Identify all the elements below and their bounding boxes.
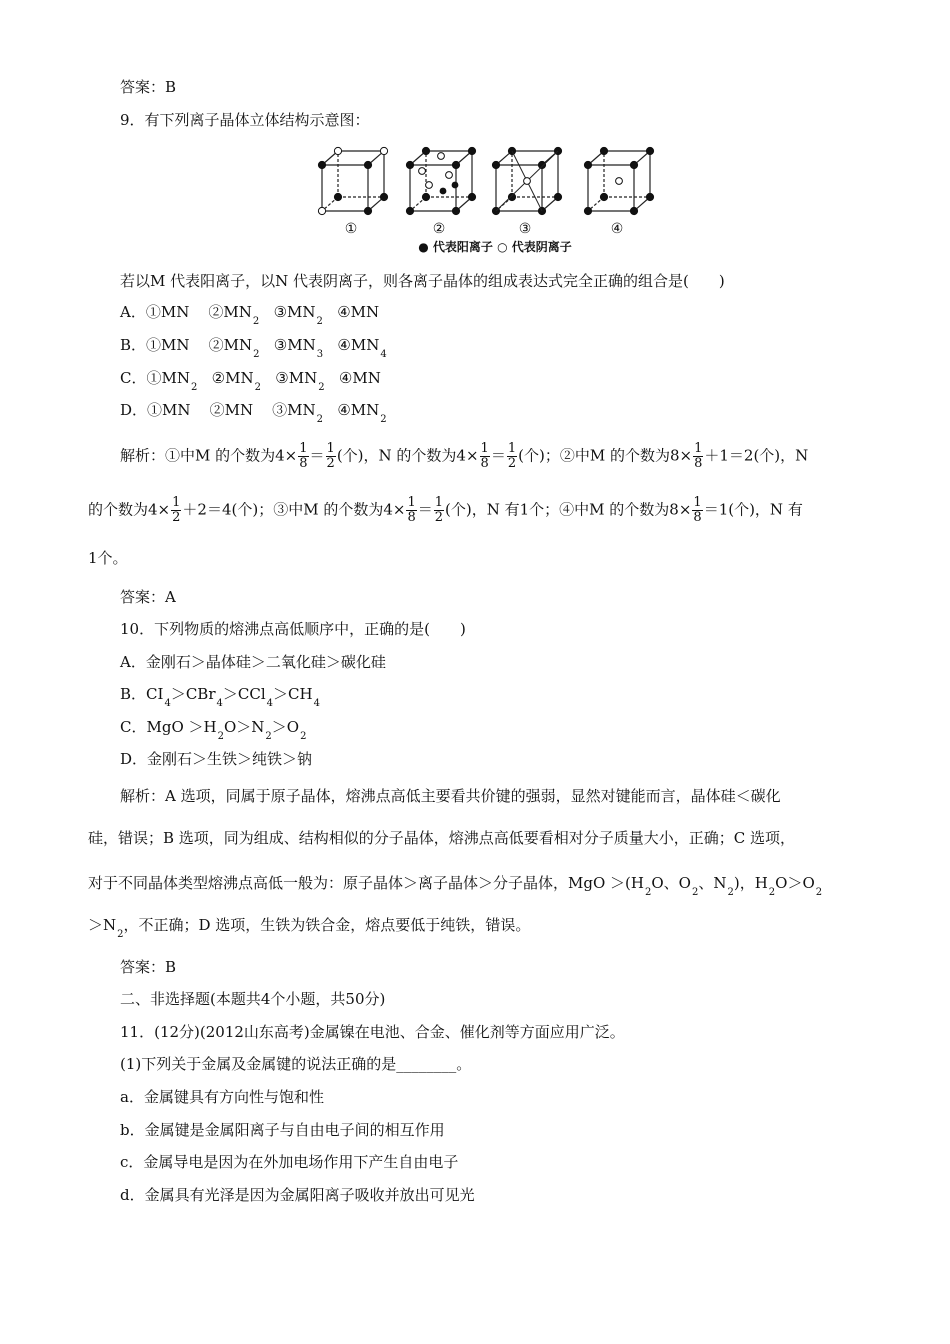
q10-analysis-line2: 硅，错误；B 选项，同为组成、结构相似的分子晶体，熔沸点高低要看相对分子质量大小，正确；C 选项， bbox=[88, 829, 796, 847]
cation-dot bbox=[452, 161, 459, 168]
anion-circle bbox=[438, 153, 445, 160]
q9-analysis-line3: 1个。 bbox=[88, 549, 128, 567]
fraction: $\frac{1}{8}$ bbox=[299, 441, 308, 471]
anion-circle bbox=[426, 182, 433, 189]
anion-circle bbox=[446, 172, 453, 179]
cation-dot bbox=[630, 161, 637, 168]
cation-dot bbox=[584, 207, 591, 214]
q9-option-c: C．$①MN_2$ $②MN_2$ $③MN_2$ ④MN bbox=[120, 369, 381, 393]
cation-dot bbox=[406, 161, 413, 168]
q10-answer: 答案：B bbox=[120, 958, 177, 976]
q9-option-a: A．①MN $②MN_2$ $③MN_2$ ④MN bbox=[120, 303, 380, 327]
figure-label: ① bbox=[344, 221, 358, 237]
cation-dot bbox=[646, 147, 653, 154]
q9-question: 若以M 代表阳离子，以N 代表阴离子，则各离子晶体的组成表达式完全正确的组合是( ) bbox=[120, 272, 725, 290]
fraction: $\frac{1}{2}$ bbox=[172, 495, 181, 525]
q11-sub1: (1)下列关于金属及金属键的说法正确的是________。 bbox=[120, 1055, 472, 1073]
fraction: $\frac{1}{8}$ bbox=[693, 495, 702, 525]
cation-dot bbox=[630, 207, 637, 214]
cation-dot bbox=[422, 147, 429, 154]
q9-option-d: D．①MN ②MN $③MN_2$ $④MN_2$ bbox=[120, 401, 387, 425]
crystal-structure-figure bbox=[310, 143, 660, 255]
q11-option-c: c．金属导电是因为在外加电场作用下产生自由电子 bbox=[120, 1153, 459, 1171]
cation-dot bbox=[538, 161, 545, 168]
fraction: $\frac{1}{8}$ bbox=[480, 441, 489, 471]
q10-option-a: A．金刚石＞晶体硅＞二氧化硅＞碳化硅 bbox=[120, 653, 386, 671]
q11-option-a: a．金属键具有方向性与饱和性 bbox=[120, 1088, 324, 1106]
cation-dot bbox=[584, 161, 591, 168]
cation-dot bbox=[554, 193, 561, 200]
anion-circle bbox=[524, 178, 531, 185]
legend: ● 代表阳离子 ○ 代表阴离子 bbox=[418, 240, 572, 254]
cation-dot bbox=[422, 193, 429, 200]
figure-label: ③ bbox=[518, 221, 532, 237]
cation-dot bbox=[468, 147, 475, 154]
q9-option-b: B．①MN $②MN_2$ $③MN_3$ $④MN_4$ bbox=[120, 336, 387, 360]
q11-stem: 11．(12分)(2012山东高考)金属镍在电池、合金、催化剂等方面应用广泛。 bbox=[120, 1023, 625, 1041]
anion-circle bbox=[380, 147, 387, 154]
cation-dot bbox=[452, 182, 459, 189]
q9-analysis-line1: 解析：①中M 的个数为4× $\frac{1}{8}$ ＝ $\frac{1}{2}$ (个)，N 的个数为4× $\frac{1}{8}$ ＝ $\frac{1}{2}$ (个)；②中M 的个数为8× $\frac{1}{8}$ ＋1＝2(个)，N bbox=[120, 441, 809, 471]
fraction: $\frac{1}{2}$ bbox=[507, 441, 517, 471]
anion-circle bbox=[419, 168, 426, 175]
cation-dot bbox=[440, 188, 447, 195]
q10-stem: 10．下列物质的熔沸点高低顺序中，正确的是( ) bbox=[120, 620, 466, 638]
cation-dot bbox=[318, 161, 325, 168]
cation-dot bbox=[468, 193, 475, 200]
fraction: $\frac{1}{2}$ bbox=[326, 441, 335, 471]
anion-circle bbox=[616, 178, 623, 185]
section-heading: 二、非选择题(本题共4个小题，共50分) bbox=[120, 990, 386, 1008]
q10-analysis-line4: $>N_2$，不正确；D 选项，生铁为铁合金，熔点要低于纯铁，错误。 bbox=[88, 916, 531, 940]
q11-option-b: b．金属键是金属阳离子与自由电子间的相互作用 bbox=[120, 1121, 445, 1139]
cation-dot bbox=[334, 193, 341, 200]
cation-dot bbox=[364, 207, 371, 214]
q10-option-b: B．$CI_4>CBr_4>CCl_4>CH_4$ bbox=[120, 685, 320, 709]
q11-option-d: d．金属具有光泽是因为金属阳离子吸收并放出可见光 bbox=[120, 1186, 475, 1204]
figure-label: ④ bbox=[610, 221, 624, 237]
q10-option-d: D．金刚石＞生铁＞纯铁＞钠 bbox=[120, 750, 313, 768]
cation-dot bbox=[364, 161, 371, 168]
q9-answer: 答案：A bbox=[120, 588, 176, 606]
cation-dot bbox=[452, 207, 459, 214]
q8-answer: 答案：B bbox=[120, 78, 177, 96]
q10-option-c: C．MgO $>H_2O>N_2>O_2$ bbox=[120, 718, 307, 742]
q10-analysis-line3: 对于不同晶体类型熔沸点高低一般为：原子晶体＞离子晶体＞分子晶体，MgO $>(H_2O$、$O_2$、$N_2$)，$H_2O>O_2$ bbox=[88, 874, 823, 898]
q9-stem: 9．有下列离子晶体立体结构示意图： bbox=[120, 111, 370, 129]
q9-analysis-line2: 的个数为4× $\frac{1}{2}$ ＋2＝4(个)；③中M 的个数为4× $\frac{1}{8}$ ＝ $\frac{1}{2}$ (个)，N 有1个；④中M 的个数为8× $\frac{1}{8}$ ＝1(个)，N 有 bbox=[88, 495, 803, 525]
q10-analysis-line1: 解析：A 选项，同属于原子晶体，熔沸点高低主要看共价键的强弱，显然对键能而言，晶体硅＜碳化 bbox=[120, 787, 781, 805]
figure-label: ② bbox=[432, 221, 446, 237]
cation-dot bbox=[406, 207, 413, 214]
anion-circle bbox=[318, 207, 325, 214]
cation-dot bbox=[492, 161, 499, 168]
fraction: $\frac{1}{2}$ bbox=[434, 495, 444, 525]
cation-dot bbox=[508, 193, 515, 200]
cation-dot bbox=[600, 147, 607, 154]
fraction: $\frac{1}{8}$ bbox=[407, 495, 416, 525]
fraction: $\frac{1}{8}$ bbox=[694, 441, 703, 471]
cation-dot bbox=[600, 193, 607, 200]
anion-circle bbox=[334, 147, 341, 154]
cation-dot bbox=[646, 193, 653, 200]
cation-dot bbox=[380, 193, 387, 200]
